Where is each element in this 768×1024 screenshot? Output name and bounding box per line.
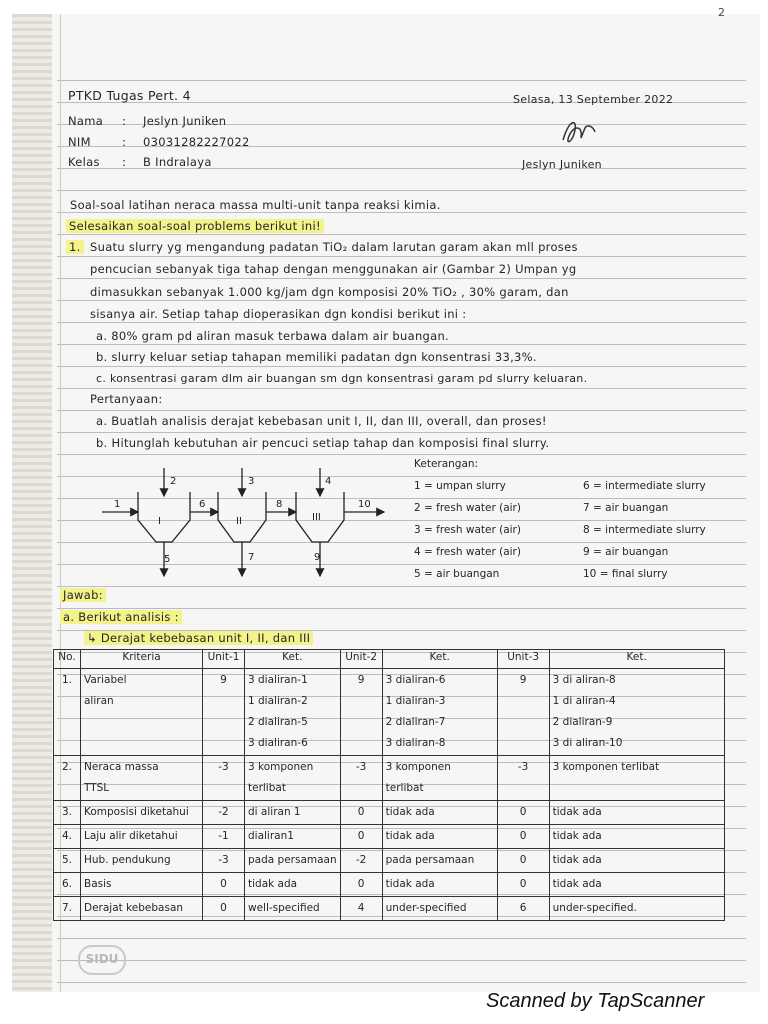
kelas-sep: :	[122, 155, 127, 169]
cell-line: well-specified	[248, 902, 320, 914]
kelas-value: B Indralaya	[143, 155, 212, 169]
nama-label: Nama	[68, 114, 104, 128]
table-cell	[382, 756, 497, 801]
cell-line: 3 di aliran-8	[552, 674, 616, 686]
cell-line: under-specified	[385, 902, 467, 914]
unit-label: II	[236, 516, 242, 527]
cell-value: 5.	[61, 854, 73, 866]
stream-label: 4	[325, 476, 332, 487]
table-row	[54, 669, 725, 756]
table-cell	[203, 825, 245, 849]
kelas-label: Kelas	[68, 155, 100, 169]
table-cell	[245, 825, 341, 849]
ruled-line	[57, 454, 746, 455]
cell-line: aliran	[84, 695, 114, 707]
table-cell	[497, 801, 549, 825]
table-cell	[245, 849, 341, 873]
cell-line: tidak ada	[385, 806, 435, 818]
answer-title: Jawab:	[60, 588, 106, 602]
table-header-row	[54, 650, 725, 669]
table-cell	[382, 849, 497, 873]
signature-name: Jeslyn Juniken	[522, 158, 602, 171]
table-cell	[340, 669, 382, 756]
cell-line: tidak ada	[552, 878, 602, 890]
col-header: Kriteria	[81, 650, 203, 669]
stream-label: 7	[248, 552, 255, 563]
table-cell	[382, 801, 497, 825]
stream-label: 9	[314, 552, 321, 563]
table-cell	[549, 756, 724, 801]
cell-value: -1	[218, 830, 229, 842]
table-cell	[81, 849, 203, 873]
cell-line: Variabel	[84, 674, 127, 686]
cell-line: TTSL	[84, 782, 110, 794]
cell-line: Neraca massa	[84, 761, 159, 773]
table-row	[54, 897, 725, 921]
table-cell	[81, 825, 203, 849]
table-row	[54, 756, 725, 801]
table-cell	[54, 801, 81, 825]
page-number: 2	[718, 6, 725, 19]
cell-value: 0	[357, 830, 365, 842]
table-cell	[497, 873, 549, 897]
table-cell	[54, 756, 81, 801]
scanner-watermark: Scanned by TapScanner	[486, 990, 705, 1012]
condition-b: b. slurry keluar setiap tahapan memiliki padatan dgn konsentrasi 33,3%.	[96, 350, 537, 364]
condition-c: c. konsentrasi garam dlm air buangan sm dgn konsentrasi garam pd slurry keluaran.	[96, 372, 588, 385]
stream-label: 2	[170, 476, 177, 487]
table-cell	[203, 897, 245, 921]
table-cell	[497, 849, 549, 873]
cell-value: 3.	[61, 806, 73, 818]
table-cell	[81, 801, 203, 825]
stream-label: 1	[114, 499, 121, 510]
cell-line: 3 komponen terlibat	[552, 761, 660, 773]
table-cell	[549, 669, 724, 756]
stream-label: 3	[248, 476, 255, 487]
problem-line: pencucian sebanyak tiga tahap dengan menggunakan air (Gambar 2) Umpan yg	[90, 262, 577, 276]
ruled-line	[57, 234, 746, 235]
col-header: No.	[54, 650, 81, 669]
answer-sub-a: a. Berikut analisis :	[60, 610, 182, 624]
cell-value: 6.	[61, 878, 73, 890]
cell-line: tidak ada	[248, 878, 298, 890]
cell-line: Komposisi diketahui	[84, 806, 189, 818]
cell-line: 2 dialiran-5	[248, 716, 308, 728]
dof-table	[53, 649, 725, 921]
cell-line: Hub. pendukung	[84, 854, 171, 866]
col-header: Ket.	[245, 650, 341, 669]
cell-value: 2.	[61, 761, 73, 773]
cell-value: 6	[519, 902, 527, 914]
table-cell	[54, 849, 81, 873]
sidu-logo: SIDU	[78, 945, 126, 975]
table-cell	[340, 825, 382, 849]
table-cell	[497, 756, 549, 801]
col-header: Ket.	[382, 650, 497, 669]
ruled-line	[57, 322, 746, 323]
cell-line: tidak ada	[385, 878, 435, 890]
cell-line: 2 dialiran-7	[385, 716, 446, 728]
unit-label: I	[158, 516, 161, 527]
ruled-line	[57, 212, 746, 213]
table-cell	[54, 669, 81, 756]
cell-line: pada persamaan	[385, 854, 475, 866]
cell-value: 0	[519, 878, 527, 890]
unit-label: III	[312, 512, 321, 523]
table-cell	[203, 756, 245, 801]
stream-label: 10	[358, 499, 371, 510]
cell-line: 1 di aliran-4	[552, 695, 616, 707]
ruled-line	[57, 388, 746, 389]
legend-item: 9 = air buangan	[583, 546, 669, 558]
signature-icon	[555, 116, 605, 152]
cell-value: 0	[519, 854, 527, 866]
cell-line: 3 komponen	[248, 761, 314, 773]
cell-value: -3	[218, 761, 229, 773]
table-cell	[203, 873, 245, 897]
question-heading: Pertanyaan:	[90, 392, 163, 406]
table-cell	[54, 873, 81, 897]
cell-line: 1 dialiran-3	[385, 695, 446, 707]
table-cell	[81, 756, 203, 801]
cell-line: 3 di aliran-10	[552, 737, 623, 749]
cell-line: tidak ada	[385, 830, 435, 842]
ruled-line	[57, 960, 746, 961]
ruled-line	[57, 366, 746, 367]
cell-value: 9	[519, 674, 527, 686]
legend-item: 4 = fresh water (air)	[414, 546, 521, 558]
cell-value: 9	[220, 674, 227, 686]
cell-value: 0	[357, 806, 365, 818]
table-cell	[382, 825, 497, 849]
cell-line: under-specified.	[552, 902, 637, 914]
problem-line: sisanya air. Setiap tahap dioperasikan dgn kondisi berikut ini :	[90, 307, 467, 321]
cell-value: 0	[220, 878, 227, 890]
table-cell	[54, 897, 81, 921]
cell-value: 4.	[61, 830, 73, 842]
process-diagram	[100, 462, 400, 580]
legend-item: 3 = fresh water (air)	[414, 524, 521, 536]
cell-value: -2	[355, 854, 367, 866]
nim-value: 03031282227022	[143, 135, 250, 149]
table-cell	[497, 669, 549, 756]
col-header: Unit-2	[340, 650, 382, 669]
cell-value: 0	[519, 830, 527, 842]
legend-item: 5 = air buangan	[414, 568, 500, 580]
col-header: Ket.	[549, 650, 724, 669]
ruled-line	[57, 432, 746, 433]
cell-line: 1 dialiran-2	[248, 695, 308, 707]
table-row	[54, 873, 725, 897]
table-cell	[549, 897, 724, 921]
table-cell	[549, 873, 724, 897]
ruled-line	[57, 300, 746, 301]
cell-line: terlibat	[248, 782, 286, 794]
table-cell	[340, 897, 382, 921]
question-a: a. Buatlah analisis derajat kebebasan unit I, II, dan III, overall, dan proses!	[96, 414, 547, 428]
cell-line: Derajat kebebasan	[84, 902, 184, 914]
table-cell	[497, 825, 549, 849]
cell-value: 7.	[61, 902, 73, 914]
problem-line: dimasukkan sebanyak 1.000 kg/jam dgn komposisi 20% TiO₂ , 30% garam, dan	[90, 285, 569, 299]
ruled-line	[57, 608, 746, 609]
cell-line: 3 dialiran-6	[385, 674, 446, 686]
cell-value: -3	[218, 854, 229, 866]
ruled-line	[57, 80, 746, 81]
cell-line: dialiran1	[248, 830, 294, 842]
table-cell	[340, 801, 382, 825]
cell-line: 3 dialiran-8	[385, 737, 446, 749]
cell-line: di aliran 1	[248, 806, 301, 818]
table-cell	[340, 849, 382, 873]
table-row	[54, 801, 725, 825]
cell-line: tidak ada	[552, 830, 602, 842]
cell-value: 1.	[61, 674, 73, 686]
stream-label: 5	[164, 554, 171, 565]
cell-line: 3 komponen	[385, 761, 451, 773]
intro-text: Soal-soal latihan neraca massa multi-unit tanpa reaksi kimia.	[70, 198, 441, 212]
cell-value: -2	[218, 806, 229, 818]
answer-subheading: ↳ Derajat kebebasan unit I, II, dan III	[84, 631, 313, 645]
ruled-line	[57, 344, 746, 345]
legend-item: 10 = final slurry	[583, 568, 668, 580]
stream-label: 8	[276, 499, 283, 510]
cell-value: 4	[357, 902, 365, 914]
cell-value: 0	[519, 806, 527, 818]
table-cell	[245, 669, 341, 756]
cell-value: -3	[517, 761, 529, 773]
cell-line: tidak ada	[552, 806, 602, 818]
course-title: PTKD Tugas Pert. 4	[68, 88, 191, 103]
table-cell	[549, 849, 724, 873]
cell-value: 9	[357, 674, 365, 686]
table-cell	[203, 801, 245, 825]
col-header: Unit-3	[497, 650, 549, 669]
ruled-line	[57, 938, 746, 939]
condition-a: a. 80% gram pd aliran masuk terbawa dalam air buangan.	[96, 329, 450, 343]
table-cell	[382, 669, 497, 756]
col-header: Unit-1	[203, 650, 245, 669]
table-cell	[203, 669, 245, 756]
cell-line: terlibat	[385, 782, 424, 794]
date: Selasa, 13 September 2022	[513, 93, 674, 106]
legend-item: 6 = intermediate slurry	[583, 480, 706, 492]
legend-item: 1 = umpan slurry	[414, 480, 506, 492]
nim-label: NIM	[68, 135, 91, 149]
legend-item: 7 = air buangan	[583, 502, 669, 514]
table-cell	[340, 756, 382, 801]
ruled-line	[57, 586, 746, 587]
table-cell	[382, 897, 497, 921]
cell-line: tidak ada	[552, 854, 602, 866]
cell-value: 0	[357, 878, 365, 890]
legend-item: 8 = intermediate slurry	[583, 524, 706, 536]
cell-line: pada persamaan	[248, 854, 337, 866]
question-b: b. Hitunglah kebutuhan air pencuci setiap tahap dan komposisi final slurry.	[96, 436, 550, 450]
table-cell	[549, 825, 724, 849]
cell-line: 2 dialiran-9	[552, 716, 613, 728]
cell-value: -3	[355, 761, 367, 773]
cell-line: Laju alir diketahui	[84, 830, 178, 842]
table-cell	[203, 849, 245, 873]
stream-label: 6	[199, 499, 206, 510]
instruction: Selesaikan soal-soal problems berikut ini!	[66, 219, 324, 233]
ruled-line	[57, 410, 746, 411]
legend-item: 2 = fresh water (air)	[414, 502, 521, 514]
ruled-line	[57, 256, 746, 257]
cell-line: 3 dialiran-1	[248, 674, 308, 686]
table-cell	[340, 873, 382, 897]
table-cell	[81, 669, 203, 756]
cell-line: 3 dialiran-6	[248, 737, 308, 749]
table-row	[54, 849, 725, 873]
table-row	[54, 825, 725, 849]
table-cell	[81, 897, 203, 921]
nama-sep: :	[122, 114, 127, 128]
table-cell	[81, 873, 203, 897]
table-cell	[245, 897, 341, 921]
cell-line: Basis	[84, 878, 112, 890]
table-cell	[497, 897, 549, 921]
table-cell	[245, 873, 341, 897]
ruled-line	[57, 278, 746, 279]
cell-value: 0	[220, 902, 227, 914]
nim-sep: :	[122, 135, 127, 149]
notebook-binding	[12, 14, 52, 992]
nama-value: Jeslyn Juniken	[143, 114, 227, 128]
legend-title: Keterangan:	[414, 458, 479, 470]
ruled-line	[57, 190, 746, 191]
problem-line: Suatu slurry yg mengandung padatan TiO₂ dalam larutan garam akan mll proses	[90, 240, 578, 254]
table-cell	[382, 873, 497, 897]
table-cell	[54, 825, 81, 849]
table-cell	[245, 801, 341, 825]
table-cell	[245, 756, 341, 801]
problem-number: 1.	[66, 240, 84, 254]
ruled-line	[57, 982, 746, 983]
table-cell	[549, 801, 724, 825]
